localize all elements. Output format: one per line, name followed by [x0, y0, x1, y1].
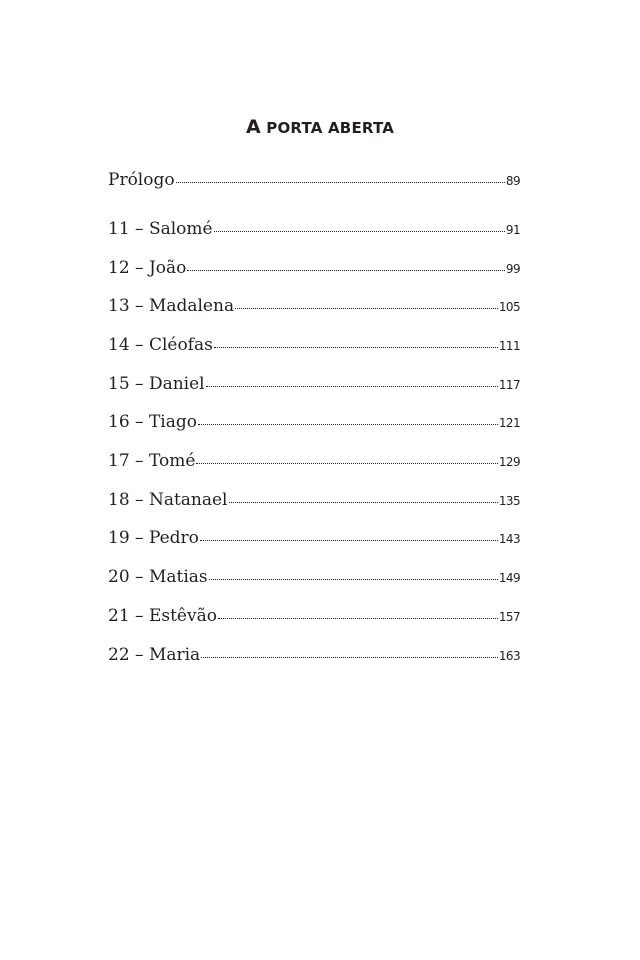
toc-entry[interactable] [108, 528, 520, 552]
toc-entry[interactable] [108, 567, 520, 591]
toc-entry-page: 143 [498, 532, 520, 546]
dot-leader [187, 269, 505, 271]
dot-leader [214, 230, 505, 232]
toc-entry-label: 18 – Natanael [108, 490, 228, 510]
toc-entry-page: 91 [505, 223, 520, 237]
dot-leader [200, 539, 498, 541]
toc-entry[interactable] [108, 296, 520, 320]
toc-entry-page: 163 [498, 649, 520, 663]
toc-entry-page: 121 [498, 416, 520, 430]
toc-entry-page: 111 [498, 339, 520, 353]
toc-entry-label: 19 – Pedro [108, 528, 199, 548]
section-title [0, 116, 640, 138]
toc-entry-label: 12 – João [108, 258, 187, 278]
toc-entry[interactable] [108, 258, 520, 282]
dot-leader [235, 307, 498, 309]
toc-entry[interactable] [108, 412, 520, 436]
toc-entry-label: 21 – Estêvão [108, 606, 217, 626]
toc-entry[interactable] [108, 170, 520, 194]
toc-entry-page: 135 [498, 494, 520, 508]
toc-entry-page: 149 [498, 571, 520, 585]
toc-entry-label: 16 – Tiago [108, 412, 197, 432]
section-title-first-letter: A [245, 116, 261, 138]
toc-entry[interactable] [108, 451, 520, 475]
dot-leader [214, 346, 498, 348]
toc-entry-label: 20 – Matias [108, 567, 208, 587]
toc-entry-page: 89 [505, 174, 520, 188]
toc-entry-page: 129 [498, 455, 520, 469]
toc-entry[interactable] [108, 606, 520, 630]
toc-entry[interactable] [108, 645, 520, 669]
toc-entry[interactable] [108, 374, 520, 398]
toc-entry-label: Prólogo [108, 170, 175, 190]
dot-leader [229, 501, 498, 503]
toc-entry-label: 11 – Salomé [108, 219, 213, 239]
dot-leader [196, 462, 498, 464]
dot-leader [206, 385, 498, 387]
toc-entry-label: 17 – Tomé [108, 451, 196, 471]
toc-entry-label: 22 – Maria [108, 645, 201, 665]
toc-entry-label: 15 – Daniel [108, 374, 205, 394]
dot-leader [201, 656, 498, 658]
dot-leader [218, 617, 498, 619]
toc-entry-label: 13 – Madalena [108, 296, 235, 316]
toc-entry-page: 105 [498, 300, 520, 314]
toc-entry-page: 99 [505, 262, 520, 276]
section-title-rest: PORTA ABERTA [260, 119, 395, 137]
toc-entry-page: 157 [498, 610, 520, 624]
toc-entry[interactable] [108, 335, 520, 359]
toc-entry[interactable] [108, 490, 520, 514]
toc-entry-label: 14 – Cléofas [108, 335, 213, 355]
dot-leader [209, 578, 498, 580]
dot-leader [176, 181, 505, 183]
toc-entry-page: 117 [498, 378, 520, 392]
dot-leader [198, 423, 498, 425]
toc-entry[interactable] [108, 219, 520, 243]
